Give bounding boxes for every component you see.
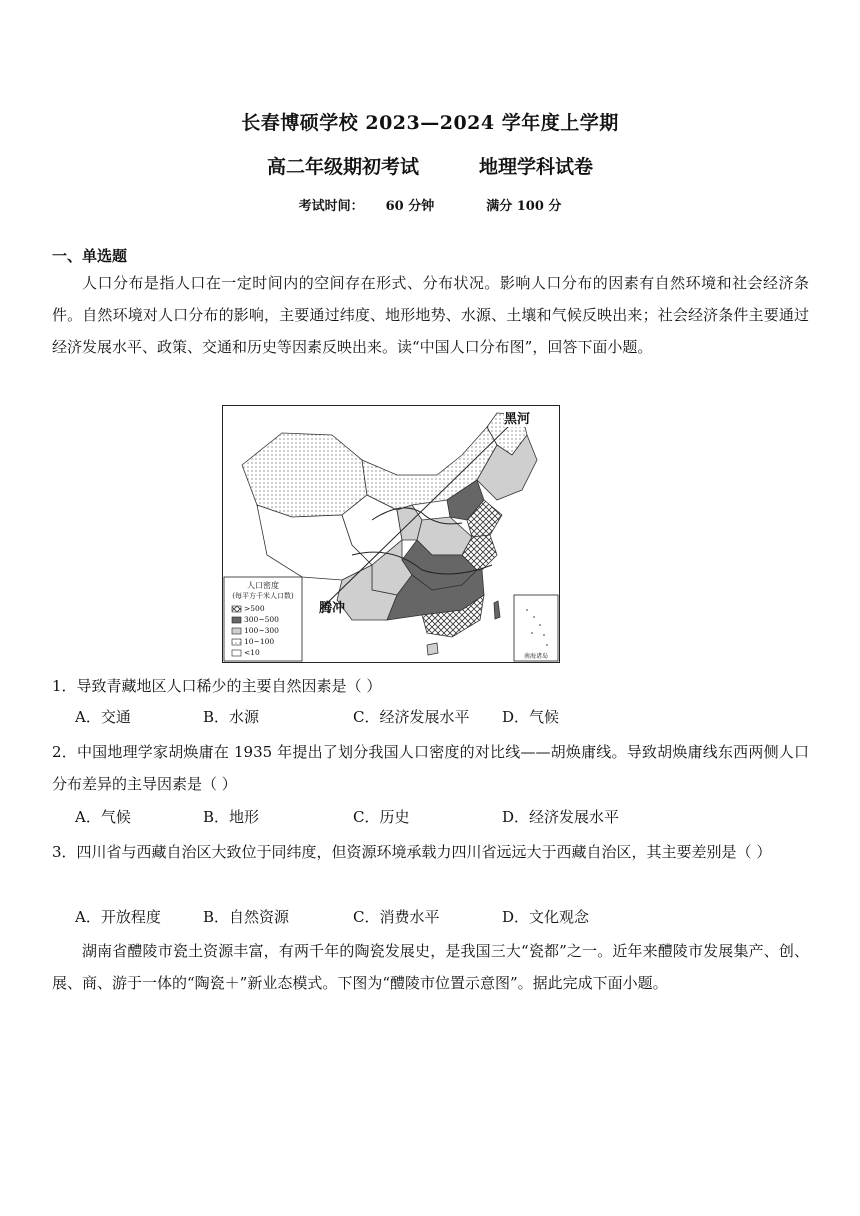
legend-subtitle: (每平方千米人口数) [232,592,294,600]
full-score: 满分 100 分 [486,199,562,214]
passage-1: 人口分布是指人口在一定时间内的空间存在形式、分布状况。影响人口分布的因素有自然环境和社会经济条件。自然环境对人口分布的影响，主要通过纬度、地形地势、水源、土壤和气候反映出来；社会经济条件主要通过经济发展水平、政策、交通和历史等因素反映出来。读“中国人口分布图”，回答下面小题。 [52,274,809,356]
region-hainan [427,643,438,655]
q1-option-b[interactable]: B．水源 [203,708,260,726]
subject-label: 地理学科试卷 [479,156,594,178]
q2-option-d[interactable]: D．经济发展水平 [502,808,620,826]
legend-item-500plus: >500 [244,604,265,613]
question-2-stem: 2．中国地理学家胡焕庸在 1935 年提出了划分我国人口密度的对比线——胡焕庸线。导致胡焕庸线东西两侧人口分布差异的主导因素是（ ） [52,743,809,793]
legend-title: 人口密度 [247,581,279,590]
grade-exam-label: 高二年级期初考试 [266,156,419,178]
legend-item-below10: <10 [244,648,260,657]
passage-2: 湖南省醴陵市瓷土资源丰富，有两千年的陶瓷发展史，是我国三大“瓷都”之一。近年来醴陵市发展集产、创、展、商、游于一体的“陶瓷＋”新业态模式。下图为“醴陵市位置示意图”。据此完成下面小题。 [52,942,809,992]
q3-option-d[interactable]: D．文化观念 [502,908,590,926]
exam-subtitle [0,152,860,179]
q1-option-a[interactable]: A．交通 [75,708,131,726]
q3-option-a[interactable]: A．开放程度 [75,908,161,926]
q1-option-d[interactable]: D．气候 [502,708,560,726]
q3-option-c[interactable]: C．消费水平 [353,908,440,926]
exam-title: 长春博硕学校 2023—2024 学年度上学期 [241,112,619,134]
question-3-stem: 3．四川省与西藏自治区大致位于同纬度，但资源环境承载力四川省远远大于西藏自治区，其主要差别是（ ） [52,843,772,861]
legend-item-300-500: 300~500 [244,615,279,624]
inset-label: 南海诸岛 [523,653,548,660]
q2-option-a[interactable]: A．气候 [75,808,131,826]
map-label-tengchong: 腾冲 [319,601,346,616]
china-population-map [222,405,560,663]
q2-option-c[interactable]: C．历史 [353,808,410,826]
section-title: 一、单选题 [52,247,128,265]
legend-item-10-100: 10~100 [244,637,275,646]
legend-item-100-300: 100~300 [244,626,279,635]
time-label: 考试时间： [298,199,364,214]
question-1-stem: 1．导致青藏地区人口稀少的主要自然因素是（ ） [52,677,382,695]
q3-option-b[interactable]: B．自然资源 [203,908,290,926]
q2-option-b[interactable]: B．地形 [203,808,260,826]
exam-meta [0,195,860,214]
map-label-heihe: 黑河 [504,408,530,427]
time-value: 60 分钟 [385,199,435,214]
q1-option-c[interactable]: C．经济发展水平 [353,708,470,726]
